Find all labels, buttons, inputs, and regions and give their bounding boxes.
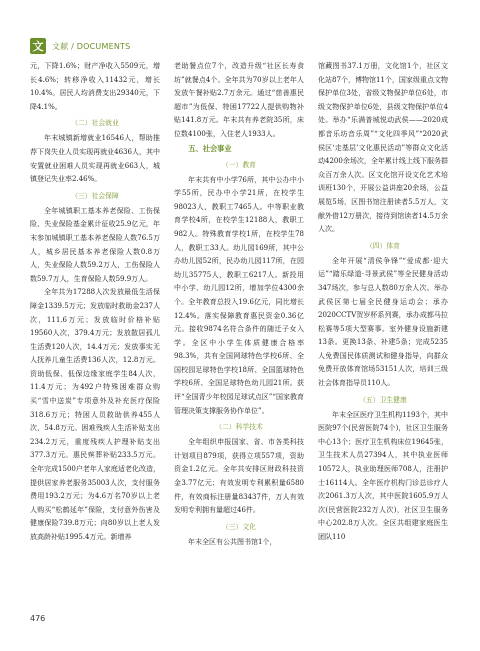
subsection-heading: （四）体育 [366, 241, 400, 250]
subsection-heading: （三）文化 [222, 522, 256, 531]
body-paragraph: 年末城镇新增就业16546人，帮助推荐下岗失业人员实现再就业4636人，其中安置就业困难人员实现再就业663人，城镇登记失业率2.46%。 [30, 134, 160, 184]
text-column-3 [318, 60, 448, 545]
subsection-heading: （五）卫生健康 [359, 395, 407, 404]
section-heading: 五、社会事业 [188, 143, 232, 153]
subsection-heading: （二）科学技术 [215, 423, 263, 432]
body-paragraph: 全年城镇职工基本养老保险、工伤保险、失业保险基金累计征收25.9亿元，年末参加城镇职工基本养老保险人数76.5万人，城乡居民基本养老保险人数0.8万人，失业保险人数59.2万人，工伤保险人数59.7万人，生育保险人数59.9万人。 [30, 206, 160, 283]
body-paragraph: 全年共为17288人次发放最低生活保障金1339.5万元；发放临时救助金237人次，111.6万元；发放临时价格补贴19560人次，379.4万元；发放散居孤儿生活费120人次，14.4万元；发放事实无人抚养儿童生活费136人次，12.8万元。资助低保、低保边缘家庭学生84人次，11.4万元；为492户特殊困难群众购买“雪中送炭”专项意外及补充医疗保险318.6万元；特困人员救助供养455人次，54.8万元。困难残疾人生活补贴支出234.2万元，重度残疾人护理补贴支出377.3万元。惠民殡葬补贴233.5万元。全年完成1500户老年人家庭适老化改造，提供居家养老服务35003人次，支付服务费用193.2万元；为4.6万名70岁以上老人购买“松鹤延年”保险，支付意外伤害及健康保险739.8万元；向80岁以上老人发放高龄补贴1995.4万元。新增养 [30, 288, 160, 541]
body-paragraph: 年末全区医疗卫生机构1193个，其中医院97个(民营医院74个)，社区卫生服务中心13个；医疗卫生机构床位19645张，卫生技术人员27394人，其中执业医师10572人，执业助理医师708人，注册护士16114人。全年医疗机构门诊总诊疗人次2061.3万人次，其中医院1605.9万人次(民营医院232万人次)，社区卫生服务中心202.8万人次。全区共组建家庭医生团队110 [318, 410, 448, 541]
page-header [30, 38, 130, 54]
body-paragraph: 年末共有中小学76所，其中公办中小学55所，民办中小学21所，在校学生98023人，教职工7465人。中等职业教育学校4所，在校学生12188人，教职工982人。特殊教育学校1所，在校学生78人，教职工33人。幼儿园169所，其中公办幼儿园52所，民办幼儿园117所，在园幼儿35775人，教职工6217人。新投用中小学、幼儿园12所，增加学位4300余个。全年教育总投入19.6亿元，同比增长12.4%。落实保障教育惠民资金0.36亿元。接收9874名符合条件的随迁子女入学。全区中小学生体质健康合格率98.3%，共有全国网球特色学校6所、全国校园足球特色学校18所、全国篮球特色学校6所、全国足球特色幼儿园21所。获评“全国青少年校园足球试点区”“国家教育管理决策支撑服务协作单位”。 [174, 175, 304, 415]
body-paragraph: 年末全区有公共图书馆1个， [188, 537, 277, 546]
body-paragraph: 元，下降1.6%；财产净收入5509元，增长4.6%；转移净收入11432元，增长10.4%。居民人均消费支出29340元，下降4.1%。 [30, 62, 160, 111]
body-paragraph: 老助餐点位7个，改造升级“社区长寿食坊”就餐点4个。全年共为70岁以上老年人发放午餐补贴2.7万余元。通过“慈善惠民超市”为低保、特困17722人提供购物补贴141.8万元。年末共有养老院35所，床位数4100张，入住老人1933人。 [174, 62, 304, 138]
text-column-2 [174, 60, 304, 549]
subsection-heading: （三）社会保障 [71, 191, 119, 200]
subsection-heading: （二）社会就业 [71, 119, 119, 128]
subsection-heading: （一）教育 [222, 160, 256, 169]
page-number: 476 [30, 614, 46, 623]
section-logo-icon: 文 [30, 38, 46, 54]
body-paragraph: 馆藏图书37.1万册，文化馆1个，社区文化站87个，博物馆11个，国家级重点文物保护单位3处，省级文物保护单位6处，市级文物保护单位6处，县级文物保护单位4处。举办“乐满普城悦动武侯——2020成都音乐坊音乐周”“文化四季风”“2020武侯区‘走基层’文化惠民活动”等群众文化活动4200余场次，全年累计线上线下服务群众百万余人次。区文化馆开设文化艺术培训班130个，开展公益讲座20余场，公益展览5场，区图书馆注册读者5.5万人，文献外借12万册次，接待到馆读者14.5万余人次。 [318, 62, 448, 234]
body-paragraph: 全年开展“清侯争锋”“爱成都·迎大运”“踏乐绿道·寻景武侯”等全民健身活动347场次，参与总人数80万余人次。举办武侯区第七届全民健身运动会；承办2020CCTV贺岁杯系列赛，承办成都马拉松赛等5项大型赛事。室外健身设施新建13条。更换13条、补建5条；完成5235人免费国民体质测试和健身指导，向群众免费开放体育馆场53151人次，培训三级社会体育指导员110人。 [318, 256, 448, 388]
body-paragraph: 全年组织申报国家、省、市各类科技计划项目879项，获得立项557项，资助资金1.2亿元。全年共安排区财政科技资金3.77亿元；有效发明专利累积量6580件，有效商标注册量83437件，万人有效发明专利拥有量超过46件。 [174, 438, 304, 515]
text-column-1 [30, 60, 160, 545]
section-title: 文献 / DOCUMENTS [52, 41, 131, 51]
